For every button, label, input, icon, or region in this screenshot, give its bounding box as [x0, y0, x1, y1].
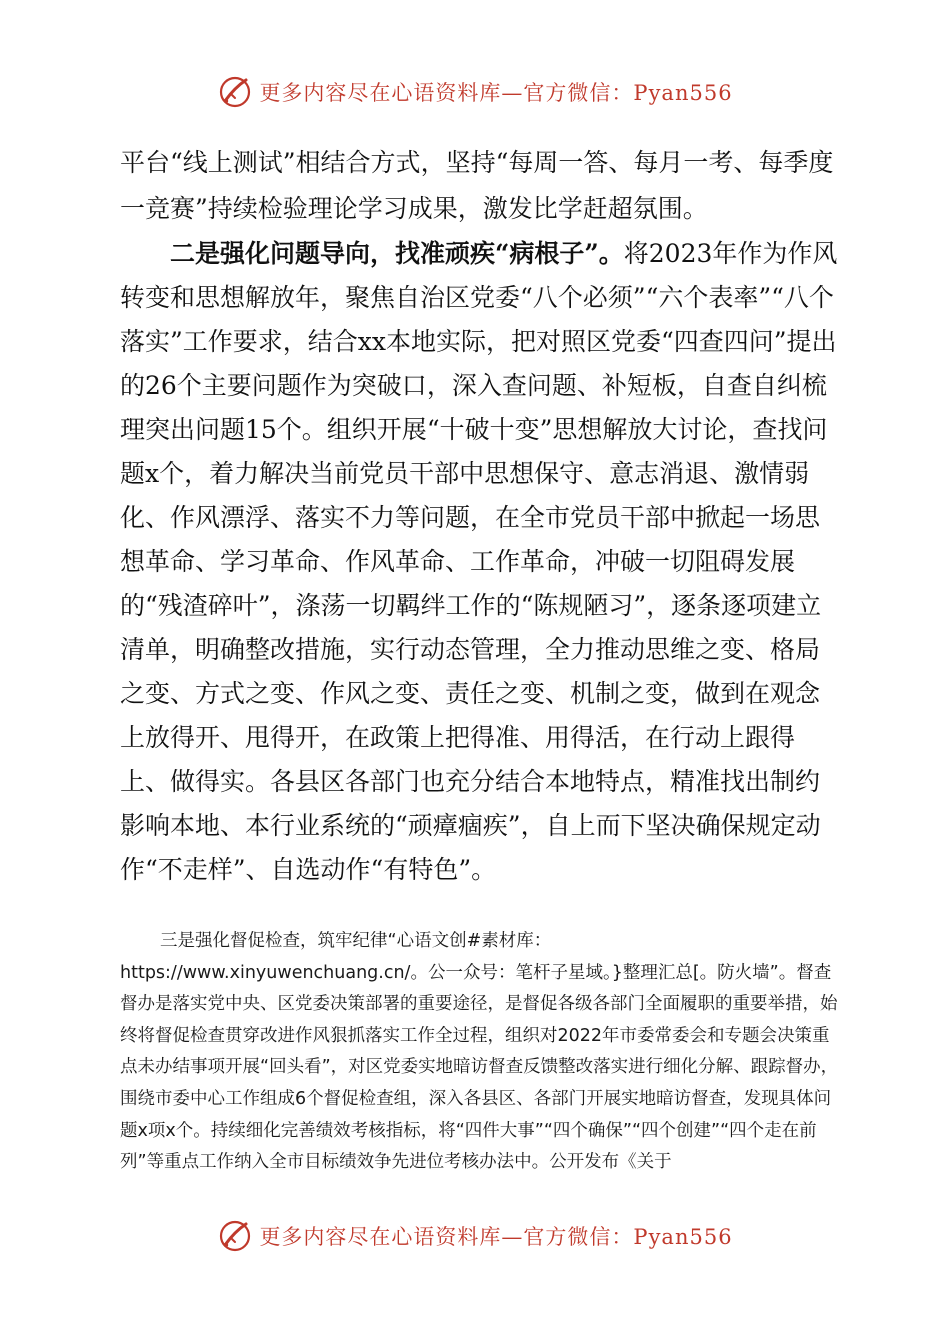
footer-banner [0, 1214, 950, 1258]
header-banner-text: 更多内容尽在心语资料库—官方微信：Pyan556 [259, 81, 733, 105]
paragraph-2 [120, 232, 840, 892]
paragraph-3: 三是强化督促检查，筑牢纪律“心语文创#素材库：https://www.xinyuwenchuang.cn/。公一众号：笔杆子星域。}整理汇总[。防火墙”。督查督办是落实党中央、区党委决策部署的重要途径，是督促各级各部门全面履职的重要举措，始终将督促检查贯穿改进作风狠抓落实工作全过程，组织对2022年市委常委会和专题会决策重点未办结事项开展“回头看”，对区党委实地暗访督查反馈整改落实进行细化分解、跟踪督办，围绕市委中心工作组成6个督促检查组，深入各县区、各部门开展实地暗访督查，发现具体问题x项x个。持续细化完善绩效考核指标，将“四件大事”“四个确保”“四个创建”“四个走在前列”等重点工作纳入全市目标绩效争先进位考核办法中。公开发布《关于 [120, 931, 839, 1173]
paragraph-2-body: 将2023年作为作风转变和思想解放年，聚焦自治区党委“八个必须”“六个表率”“八个落实”工作要求，结合xx本地实际，把对照区党委“四查四问”提出的26个主要问题作为突破口，深入查问题、补短板，自查自纠梳理突出问题15个。组织开展“十破十变”思想解放大讨论，查找问题x个，着力解决当前党员干部中思想保守、意志消退、激情弱化、作风漂浮、落实不力等问题，在全市党员干部中掀起一场思想革命、学习革命、作风革命、工作革命，冲破一切阻碍发展的“残渣碎叶”，涤荡一切羁绊工作的“陈规陋习”，逐条逐项建立清单，明确整改措施，实行动态管理，全力推动思维之变、格局之变、方式之变、作风之变、责任之变、机制之变，做到在观念上放得开、甩得开，在政策上把得准、用得活，在行动上跟得上、做得实。各县区各部门也充分结合本地特点，精准找出制约影响本地、本行业系统的“顽瘴痼疾”，自上而下坚决确保规定动作“不走样”、自选动作“有特色”。 [120, 239, 838, 884]
header-banner [0, 70, 950, 114]
paragraph-1: 平台“线上测试”相结合方式，坚持“每周一答、每月一考、每季度一竞赛”持续检验理论学习成果，激发比学赶超氛围。 [120, 148, 834, 223]
paragraph-2-lead: 二是强化问题导向，找准顽疾“病根子”。 [170, 239, 624, 268]
footer-banner-text: 更多内容尽在心语资料库—官方微信：Pyan556 [259, 1225, 733, 1249]
brush-pen-logo-icon [217, 1218, 253, 1254]
brush-pen-logo-icon [217, 74, 253, 110]
